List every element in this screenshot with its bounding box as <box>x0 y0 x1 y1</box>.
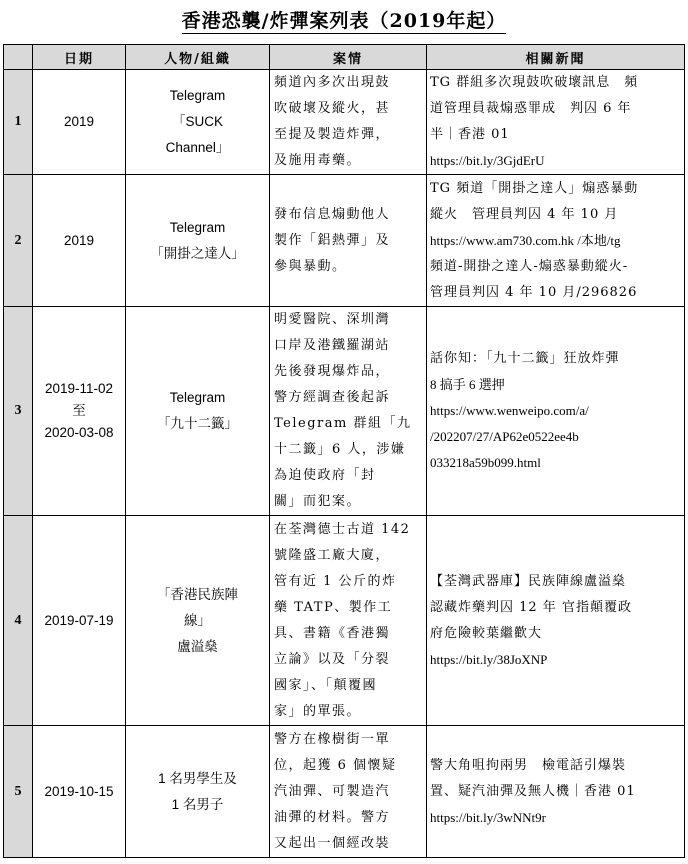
related-news-cell-line: TG 群組多次現鼓吹破壞訊息 頻 <box>430 75 639 90</box>
case-description-cell-line: Telegram 群組「九 <box>274 416 412 431</box>
person-org-cell-line: Telegram <box>169 219 226 235</box>
date-cell-line: 2019-07-19 <box>44 612 114 628</box>
related-news-cell-line: https://www.wenweipo.com/a/ <box>430 403 589 418</box>
related-news-cell-line: 警大角咀拘兩男 檢電話引爆裝 <box>430 757 627 773</box>
related-news-cell <box>427 307 685 516</box>
row-number: 2 <box>4 175 33 307</box>
person-org-cell-line: 「香港民族陣 <box>157 586 238 602</box>
person-org-cell-line: 盧溢燊 <box>177 638 218 654</box>
person-org-cell-line: Telegram <box>169 390 226 405</box>
case-description-cell-line: 立論》以及「分裂 <box>274 651 391 667</box>
case-description-cell-line: 具、書籍《香港獨 <box>274 625 391 641</box>
person-org-cell <box>126 307 270 516</box>
related-news-cell-line: 話你知：「九十二籤」狂放炸彈 <box>430 351 620 366</box>
person-org-cell-line: 1 名男學生及 <box>158 770 237 786</box>
case-description-cell-line: 吹破壞及縱火，甚 <box>274 101 391 116</box>
related-news-cell <box>427 516 685 726</box>
date-cell <box>33 307 126 516</box>
row-number: 3 <box>4 307 33 516</box>
related-news-cell-line: 認藏炸藥判囚 12 年 官指顛覆政 <box>430 599 632 615</box>
case-description-cell-line: 至提及製造炸彈， <box>274 127 391 142</box>
related-news-cell-line: 管理員判囚 4 年 10 月/296826 <box>430 284 638 300</box>
case-description-cell-line: 油彈的材料。警方 <box>274 809 391 825</box>
table-header-row <box>4 45 685 70</box>
related-news-cell-line: 頻道-開掛之達人-煽惑暴動縱火- <box>430 258 629 274</box>
person-org-cell <box>126 70 270 175</box>
date-cell <box>33 516 126 726</box>
related-news-cell-line: 府危險較葉繼歡大 <box>430 625 543 641</box>
related-news-cell-line: https://bit.ly/38JoXNP <box>430 651 548 667</box>
related-news-cell-line: 【荃灣武器庫】民族陣線盧溢燊 <box>430 573 627 589</box>
person-org-cell-line: Channel」 <box>165 140 230 155</box>
case-description-cell-line: 口岸及港鐵羅湖站 <box>274 338 391 353</box>
case-description-cell-line: 家」的單張。 <box>274 703 362 719</box>
case-description-cell-line: 汽油彈、可製造汽 <box>274 783 391 799</box>
case-description-cell-line: 及施用毒藥。 <box>274 153 362 168</box>
person-org-cell-line: 「SUCK <box>171 114 223 129</box>
case-description-cell <box>270 175 427 307</box>
person-org-cell <box>126 726 270 858</box>
header-date: 日期 <box>33 45 126 70</box>
person-org-cell-line: 「九十二籤」 <box>157 416 238 431</box>
case-description-cell <box>270 70 427 175</box>
header-desc: 案情 <box>270 45 427 70</box>
date-cell-line: 2020-03-08 <box>44 425 114 440</box>
table-row <box>4 307 685 516</box>
related-news-cell <box>427 175 685 307</box>
row-number: 4 <box>4 516 33 726</box>
row-number: 5 <box>4 726 33 858</box>
case-description-cell <box>270 307 427 516</box>
case-description-cell-line: 號隆盛工廠大廈， <box>274 547 391 563</box>
case-description-cell-line: 明愛醫院、深圳灣 <box>274 312 391 327</box>
date-cell-line: 2019-10-15 <box>44 783 114 799</box>
case-description-cell-line: 關」而犯案。 <box>274 494 362 509</box>
date-cell <box>33 726 126 858</box>
incident-table <box>3 44 685 858</box>
page-title <box>0 6 688 33</box>
case-description-cell-line: 警方在橡樹街一單 <box>274 731 391 747</box>
case-description-cell-line: 在荃灣德士古道 142 <box>274 521 411 537</box>
person-org-cell-line: Telegram <box>169 88 226 103</box>
related-news-cell <box>427 70 685 175</box>
table-row <box>4 70 685 175</box>
case-description-cell-line: 為迫使政府「封 <box>274 468 376 483</box>
related-news-cell-line: 半｜香港 01 <box>430 127 510 142</box>
person-org-cell-line: 1 名男子 <box>171 796 224 812</box>
related-news-cell-line: 033218a59b099.html <box>430 455 541 470</box>
related-news-cell-line: 8 搞手 6 選押 <box>430 377 505 392</box>
case-description-cell-line: 警方經調查後起訴 <box>274 390 391 405</box>
related-news-cell <box>427 726 685 858</box>
date-cell-line: 至 <box>72 403 86 418</box>
case-description-cell-line: 十二籤」6 人，涉嫌 <box>274 442 406 457</box>
table-row <box>4 726 685 858</box>
case-description-cell-line: 國家」、「顛覆國 <box>274 677 378 693</box>
case-description-cell-line: 發布信息煽動他人 <box>274 206 391 222</box>
date-cell <box>33 175 126 307</box>
person-org-cell-line: 「開掛之達人」 <box>150 245 245 261</box>
person-org-cell-line: 線」 <box>184 612 211 628</box>
page-title-text: 香港恐襲/炸彈案列表（2019年起） <box>181 10 507 32</box>
header-news: 相關新聞 <box>427 45 685 70</box>
case-description-cell-line: 頻道內多次出現鼓 <box>274 75 391 90</box>
case-description-cell <box>270 516 427 726</box>
date-cell-line: 2019 <box>63 232 95 248</box>
person-org-cell <box>126 516 270 726</box>
related-news-cell-line: TG 頻道「開掛之達人」煽惑暴動 <box>430 180 639 196</box>
case-description-cell <box>270 726 427 858</box>
header-num <box>4 45 33 70</box>
table-row <box>4 516 685 726</box>
header-who: 人物/組織 <box>126 45 270 70</box>
case-description-cell-line: 管有近 1 公斤的炸 <box>274 573 397 589</box>
date-cell <box>33 70 126 175</box>
case-description-cell-line: 製作「鋁熱彈」及 <box>274 232 391 248</box>
table-row <box>4 175 685 307</box>
case-description-cell-line: 先後發現爆炸品， <box>274 364 391 379</box>
related-news-cell-line: 縱火 管理員判囚 4 年 10 月 <box>430 206 619 222</box>
related-news-cell-line: https://bit.ly/3GjdErU <box>430 153 545 168</box>
related-news-cell-line: https://bit.ly/3wNNt9r <box>430 809 546 825</box>
date-cell-line: 2019 <box>63 114 95 129</box>
related-news-cell-line: 道管理員裁煽惑罪成 判囚 6 年 <box>430 101 632 116</box>
case-description-cell-line: 參與暴動。 <box>274 258 347 274</box>
related-news-cell-line: /202207/27/AP62e0522ee4b <box>430 429 579 444</box>
case-description-cell-line: 位，起獲 6 個懷疑 <box>274 757 397 773</box>
date-cell-line: 2019-11-02 <box>44 381 114 396</box>
related-news-cell-line: 置、疑汽油彈及無人機｜香港 01 <box>430 783 636 799</box>
row-number: 1 <box>4 70 33 175</box>
case-description-cell-line: 藥 TATP、製作工 <box>274 599 393 615</box>
case-description-cell-line: 又起出一個經改裝 <box>274 835 391 851</box>
related-news-cell-line: https://www.am730.com.hk /本地/tg <box>430 232 621 248</box>
person-org-cell <box>126 175 270 307</box>
